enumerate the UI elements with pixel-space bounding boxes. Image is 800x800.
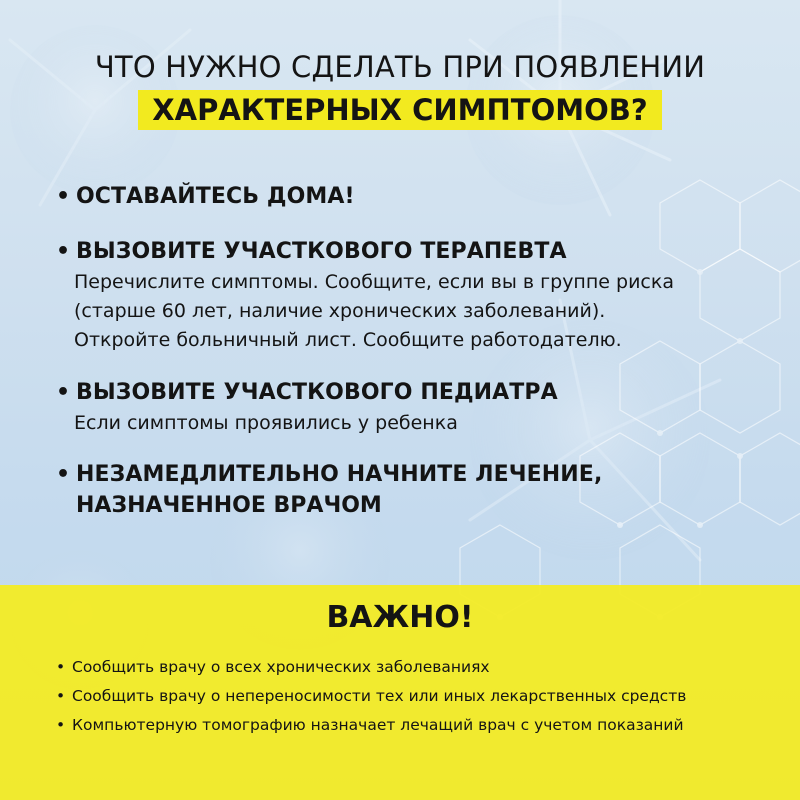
page-title-highlight: ХАРАКТЕРНЫХ СИМПТОМОВ?: [138, 90, 661, 130]
list-item: [56, 711, 776, 740]
list-item-text: Компьютерную томографию назначает лечащий врач с учетом показаний: [72, 716, 684, 734]
list-item: [56, 682, 776, 711]
step-heading: [56, 184, 776, 209]
bullet-icon: •: [56, 687, 66, 705]
page-title-line2-wrap: [0, 90, 800, 130]
bullet-icon: •: [56, 658, 66, 676]
page-title-line1: ЧТО НУЖНО СДЕЛАТЬ ПРИ ПОЯВЛЕНИИ: [94, 50, 706, 84]
list-item-text: Сообщить врачу о всех хронических заболеваниях: [72, 658, 490, 676]
step-start-treatment: [56, 462, 776, 518]
step-detail: Если симптомы проявились у ребенка: [74, 412, 458, 434]
step-detail: (старше 60 лет, наличие хронических заболеваний).: [74, 300, 606, 322]
step-heading-continued: НАЗНАЧЕННОЕ ВРАЧОМ: [76, 493, 382, 518]
step-stay-home: [56, 184, 776, 209]
bullet-icon: •: [56, 184, 71, 209]
step-detail: Перечислите симптомы. Сообщите, если вы в группе риска: [74, 271, 674, 293]
step-call-therapist: [56, 239, 776, 355]
step-heading-text: НЕЗАМЕДЛИТЕЛЬНО НАЧНИТЕ ЛЕЧЕНИЕ,: [76, 462, 603, 487]
step-heading-text: ОСТАВАЙТЕСЬ ДОМА!: [76, 184, 355, 209]
step-heading-text: ВЫЗОВИТЕ УЧАСТКОВОГО ПЕДИАТРА: [76, 380, 558, 405]
bullet-icon: •: [56, 462, 71, 487]
step-heading: [56, 462, 776, 487]
step-heading: [56, 239, 776, 264]
step-heading-text: ВЫЗОВИТЕ УЧАСТКОВОГО ТЕРАПЕВТА: [76, 239, 567, 264]
list-item: [56, 653, 776, 682]
step-heading: [56, 380, 776, 405]
step-detail: Откройте больничный лист. Сообщите работодателю.: [74, 329, 622, 351]
bullet-icon: •: [56, 239, 71, 264]
important-title: ВАЖНО!: [326, 600, 474, 635]
list-item-text: Сообщить врачу о непереносимости тех или иных лекарственных средств: [72, 687, 687, 705]
bullet-icon: •: [56, 380, 71, 405]
step-call-pediatrician: [56, 380, 776, 438]
important-list: [56, 653, 776, 740]
bullet-icon: •: [56, 716, 66, 734]
